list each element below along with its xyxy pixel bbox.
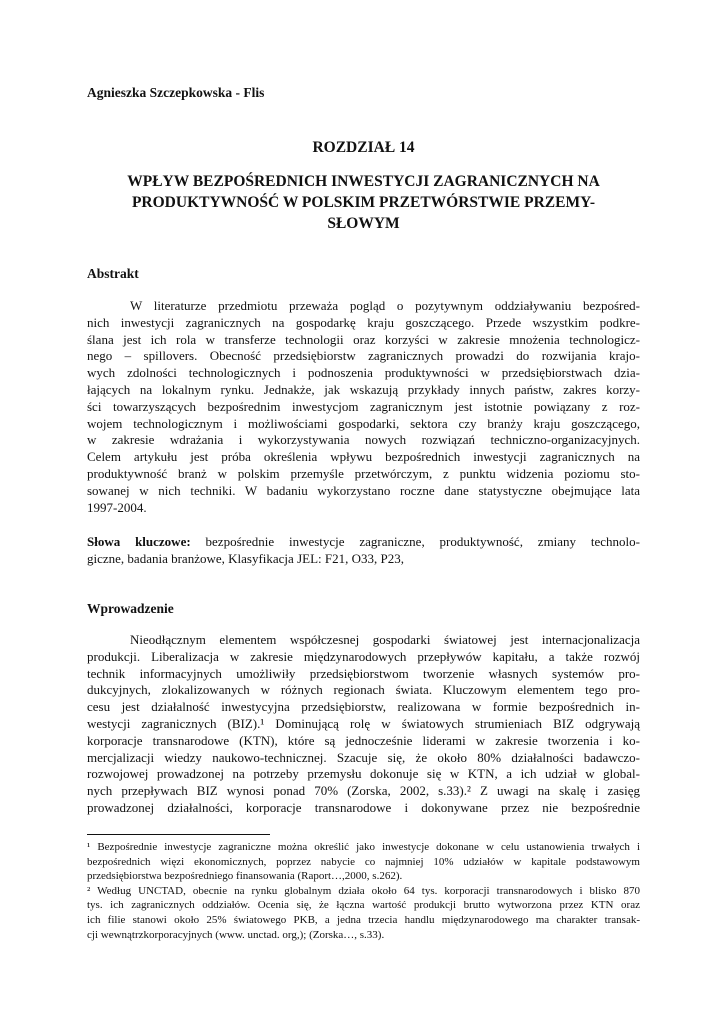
text-line: sowanej w nich techniki. W badaniu wykorzystano roczne dane statystyczne obejmujące lata — [87, 482, 640, 498]
introduction-paragraph — [87, 632, 640, 817]
text-line: dukcyjnych, zlokalizowanych w różnych regionach świata. Kluczowym elementem tego pro- — [87, 682, 640, 698]
footnote-2 — [87, 884, 640, 942]
footnote-separator — [87, 834, 270, 835]
text-line: SŁOWYM — [327, 215, 400, 232]
text-line: łających na lokalnym rynku. Jednakże, jak wskazują przykłady innych państw, zakres korzy- — [87, 381, 640, 397]
text-line: W literaturze przedmiotu przeważa pogląd o pozytywnym oddziaływaniu bezpośred- — [130, 298, 640, 313]
keywords-line: giczne, badania branżowe, Klasyfikacja JEL: F21, O33, P23, — [87, 551, 404, 566]
text-line: cesu jest działalność inwestycyjna przedsiębiorstw, realizowana w formie bezpośrednich in- — [87, 699, 640, 715]
text-line: produktywność branż w polskim przemyśle przetwórczym, z punktu widzenia poziomu sto- — [87, 465, 640, 481]
text-line: wych zdolności technologicznych i podnoszenia produktywności w przedsiębiorstwach dzia- — [87, 365, 640, 381]
keywords-text: bezpośrednie inwestycje zagraniczne, produktywność, zmiany technolo- — [190, 534, 640, 549]
text-line: w zakresie wdrażania i wykorzystywania nowych rozwiązań techniczno-organizacyjnych. — [87, 432, 640, 448]
text-line: produkcji. Liberalizacja w zakresie międzynarodowych przepływów kapitału, a także rozwój — [87, 648, 640, 664]
text-line: mercjalizacji wiedzy naukowo-technicznej. Szacuje się, że około 80% działalności badawczo- — [87, 749, 640, 765]
footnotes-area — [87, 840, 640, 942]
text-line: ² Według UNCTAD, obecnie na rynku globalnym działa około 64 tys. korporacji transnarodowych i blisko 870 — [87, 884, 640, 897]
keywords-label: Słowa kluczowe: — [87, 534, 191, 549]
text-line: wojem technologicznym i możliwościami gospodarki, sektora czy branży kraju goszczącego, — [87, 415, 640, 431]
text-line: ¹ Bezpośrednie inwestycje zagraniczne można określić jako inwestycje dokonane w celu ustanowienia trwałych i — [87, 841, 640, 853]
text-line: WPŁYW BEZPOŚREDNICH INWESTYCJI ZAGRANICZNYCH NA — [127, 173, 600, 190]
abstract-paragraph — [87, 298, 640, 516]
author-line: Agnieszka Szczepkowska - Flis — [87, 85, 265, 100]
text-line: Nieodłącznym elementem współczesnej gospodarki światowej jest internacjonalizacja — [130, 632, 640, 647]
text-line: nych przepływach BIZ wynosi ponad 70% (Zorska, 2002, s.33).² Z uwagi na skalę i zasięg — [87, 783, 640, 799]
text-line: tys. ich zagranicznych oddziałów. Ocenia się, że łączna wartość produkcji brutto wytworzona przez KTN oraz — [87, 899, 640, 912]
text-line: korporacje transnarodowe (KTN), które są jednocześnie liderami w zakresie tworzenia i ko- — [87, 732, 640, 748]
introduction-heading: Wprowadzenie — [87, 601, 174, 616]
text-line: Celem artykułu jest próba określenia wpływu bezpośrednich inwestycji zagranicznych na — [87, 449, 640, 465]
text-line: nego – spillovers. Obecność przedsiębiorstw zagranicznych prowadzi do rozwijania krajo- — [87, 348, 640, 364]
text-line: ślana jest ich rola w transferze technologii oraz korzyści w zakresie mnożenia technologicz- — [87, 331, 640, 347]
footnote-1 — [87, 840, 640, 884]
text-line: rozwojowej prowadzonej na potrzeby przemysłu dokonuje się w KTN, a ich udział w global- — [87, 766, 640, 782]
text-line: nich inwestycji zagranicznych na gospodarkę kraju goszczącego. Przede wszystkim podkre- — [87, 314, 640, 330]
text-line: 1997-2004. — [87, 499, 147, 515]
text-line: ich filie stanowi około 25% światowego PKB, a jedna trzecia handlu międzynarodowego ma charakter transak- — [87, 913, 640, 926]
keywords-paragraph — [87, 533, 640, 567]
text-line: prowadzonej działalności, korporacje transnarodowe i dokonywane przez nie bezpośrednie — [87, 799, 640, 815]
text-line: PRODUKTYWNOŚĆ W POLSKIM PRZETWÓRSTWIE PRZEMY- — [131, 194, 596, 211]
abstract-heading: Abstrakt — [87, 266, 139, 281]
keywords-line — [87, 533, 640, 550]
article-title — [87, 171, 640, 234]
text-line: technik informacyjnych umożliwiły przedsiębiorstwom tworzenie własnych systemów pro- — [87, 665, 640, 681]
text-line: ści towarzyszących bezpośrednim inwestycjom zagranicznym jest istotnie powiązany z roz- — [87, 398, 640, 414]
text-line: bezpośrednich więzi ekonomicznych, poprzez nabycie co najmniej 10% udziałów w kapitale podstawowym — [87, 855, 640, 868]
text-line: westycji zagranicznych (BIZ).¹ Dominującą rolę w światowych strumieniach BIZ odgrywają — [87, 715, 640, 731]
chapter-heading: ROZDZIAŁ 14 — [312, 139, 415, 156]
text-line: cji wewnątrzkorporacyjnych (www. unctad. org,); (Zorska…, s.33). — [87, 928, 385, 941]
text-line: przedsiębiorstwa bezpośredniego finansowania (Raport…,2000, s.262). — [87, 870, 403, 883]
